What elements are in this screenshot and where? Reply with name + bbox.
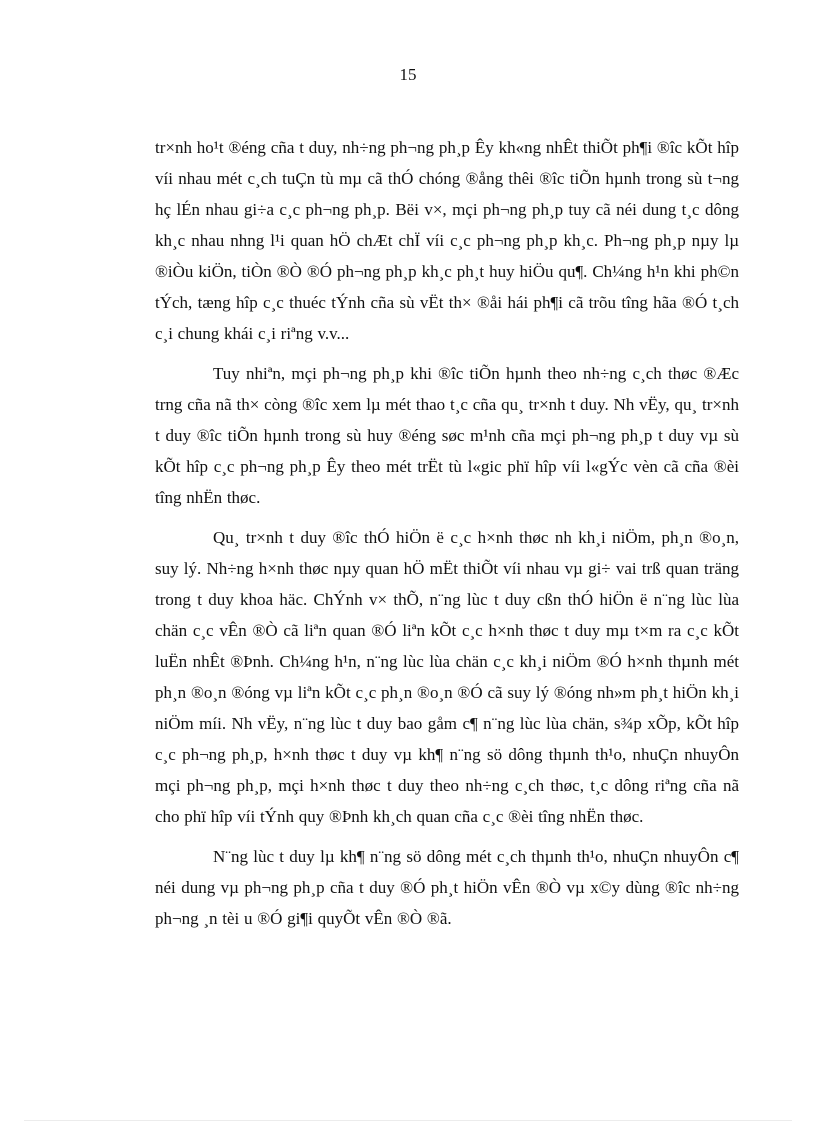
paragraph-1: tr×nh ho¹t ®éng cña t duy, nh÷ng ph¬ng ph¸p Êy kh«ng nhÊt thiÕt ph¶i ®îc kÕt hîp víi nhau mét c¸ch tuÇn tù mµ cã thÓ chóng ®ång thêi ®îc tiÕn hµnh trong sù t¬ng hç lÉn nhau gi÷a c¸c ph¬ng ph¸p. Bëi v×, mçi ph¬ng ph¸p tuy cã néi dung t¸c dông kh¸c nhau nhng l¹i quan hÖ chÆt chÏ víi c¸c ph¬ng ph¸p kh¸c. Ph¬ng ph¸p nµy lµ ®iÒu kiÖn, tiÒn ®Ò ®Ó ph¬ng ph¸p kh¸c ph¸t huy hiÖu qu¶. Ch¼ng h¹n khi ph©n tÝch, tæng hîp c¸c thuéc tÝnh cña sù vËt th× ®åi hái ph¶i cã trõu tîng hãa ®Ó t¸ch c¸i chung khái c¸i riªng v.v... [155, 138, 739, 343]
paragraph-4: N¨ng lùc t duy lµ kh¶ n¨ng sö dông mét c¸ch thµnh th¹o, nhuÇn nhuyÔn c¶ néi dung vµ ph¬ng ph¸p cña t duy ®Ó ph¸t hiÖn vÊn ®Ò vµ x©y dùng ®îc nh÷ng ph¬ng ¸n tèi u ®Ó gi¶i quyÕt vÊn ®Ò ®ã. [155, 847, 739, 928]
paragraph-3: Qu¸ tr×nh t duy ®îc thÓ hiÖn ë c¸c h×nh thøc nh kh¸i niÖm, ph¸n ®o¸n, suy lý. Nh÷ng h×nh thøc nµy quan hÖ mËt thiÕt víi nhau vµ gi÷ vai trß quan träng trong t duy khoa häc. ChÝnh v× thÕ, n¨ng lùc t duy cßn thÓ hiÖn ë n¨ng lùc lùa chän c¸c vÊn ®Ò cã liªn quan ®Ó liªn kÕt c¸c h×nh thøc t duy mµ t×m ra c¸c kÕt luËn nhÊt ®Þnh. Ch¼ng h¹n, n¨ng lùc lùa chän c¸c kh¸i niÖm ®Ó h×nh thµnh mét ph¸n ®o¸n ®óng vµ liªn kÕt c¸c ph¸n ®o¸n ®Ó cã suy lý ®óng nh»m ph¸t hiÖn kh¸i niÖm míi. Nh vËy, n¨ng lùc t duy bao gåm c¶ n¨ng lùc lùa chän, s¾p xÕp, kÕt hîp c¸c ph¬ng ph¸p, h×nh thøc t duy vµ kh¶ n¨ng sö dông thµnh th¹o, nhuÇn nhuyÔn mçi ph¬ng ph¸p, mçi h×nh thøc t duy theo nh÷ng c¸ch thøc, t¸c dông riªng cña nã cho phï hîp víi tÝnh quy ®Þnh kh¸ch quan cña c¸c ®èi tîng nhËn thøc. [155, 528, 739, 826]
body-text [155, 132, 739, 934]
paragraph-2: Tuy nhiªn, mçi ph¬ng ph¸p khi ®îc tiÕn hµnh theo nh÷ng c¸ch thøc ®Æc trng cña nã th× còng ®îc xem lµ mét thao t¸c cña qu¸ tr×nh t duy. Nh vËy, qu¸ tr×nh t duy ®îc tiÕn hµnh trong sù huy ®éng søc m¹nh cña mçi ph¬ng ph¸p t duy vµ sù kÕt hîp c¸c ph¬ng ph¸p Êy theo mét trËt tù l«gic phï hîp víi l«gÝc vèn cã cña ®èi tîng nhËn thøc. [155, 364, 739, 507]
page-bottom-divider [24, 1120, 792, 1121]
page-number: 15 [399, 65, 417, 84]
